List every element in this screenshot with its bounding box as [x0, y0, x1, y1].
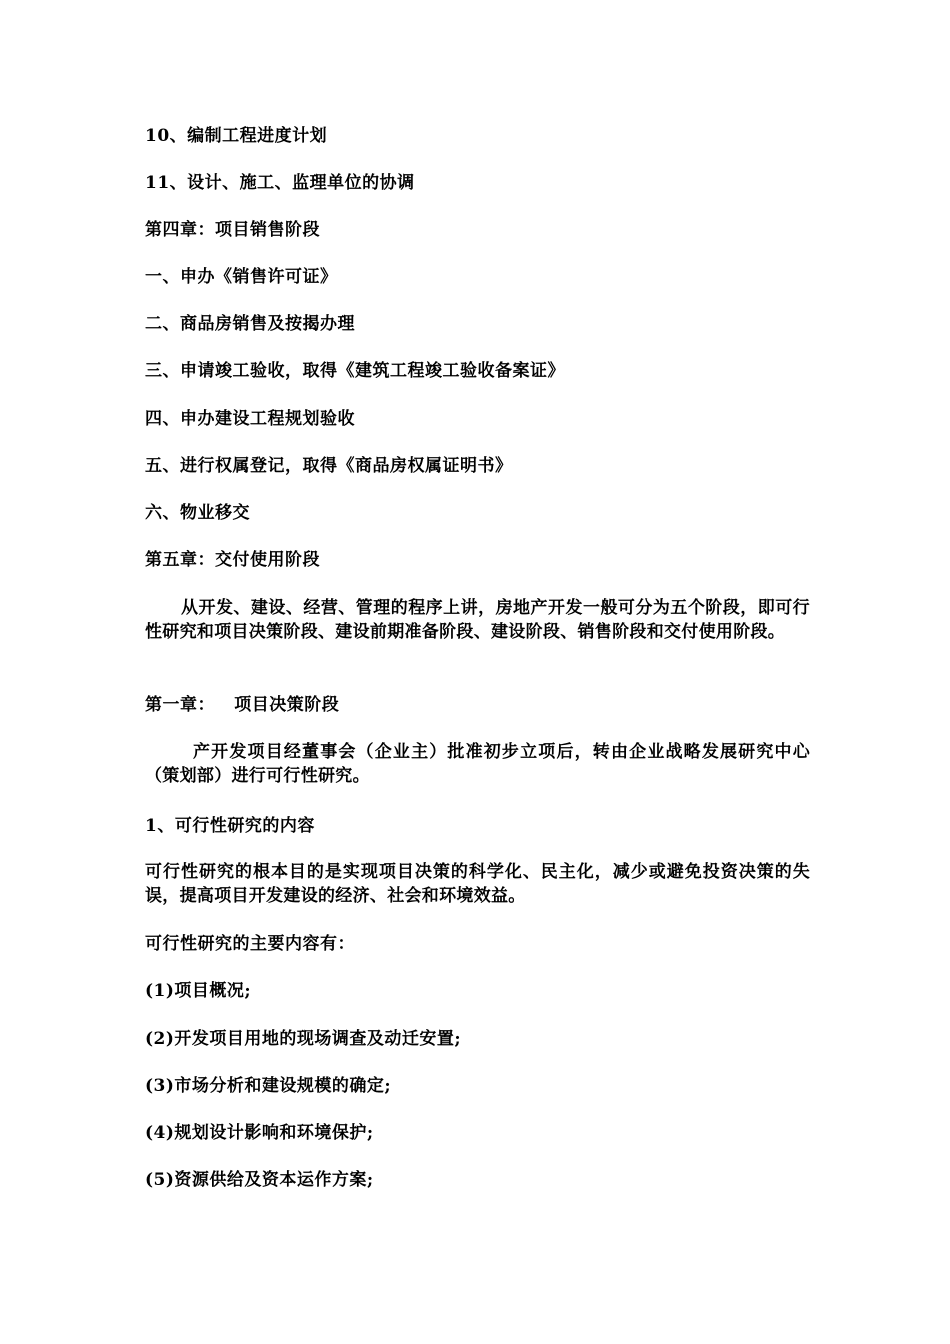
- purpose-paragraph: 可行性研究的根本目的是实现项目决策的科学化、民主化，减少或避免投资决策的失误，提高项目开发建设的经济、社会和环境效益。: [145, 862, 810, 906]
- outline-item-10: 10、编制工程进度计划: [145, 126, 328, 146]
- outline-item-11: 11、设计、施工、监理单位的协调: [145, 173, 415, 193]
- content-item-2: (2)开发项目用地的现场调查及动迁安置;: [145, 1029, 462, 1049]
- outline-item-three: 三、申请竣工验收，取得《建筑工程竣工验收备案证》: [145, 361, 565, 381]
- outline-item-one: 一、申办《销售许可证》: [145, 267, 338, 287]
- main-contents-heading: 可行性研究的主要内容有：: [145, 934, 355, 954]
- outline-item-two: 二、商品房销售及按揭办理: [145, 314, 355, 334]
- outline-item-five: 五、进行权属登记，取得《商品房权属证明书》: [145, 456, 513, 476]
- section-one-heading: 1、可行性研究的内容: [145, 816, 315, 836]
- content-item-4: (4)规划设计影响和环境保护;: [145, 1123, 374, 1143]
- content-item-3: (3)市场分析和建设规模的确定;: [145, 1076, 392, 1096]
- outline-item-four: 四、申办建设工程规划验收: [145, 409, 355, 429]
- chapter-one-heading: 第一章： 项目决策阶段: [145, 695, 340, 715]
- outline-item-six: 六、物业移交: [145, 503, 250, 523]
- stages-paragraph: 从开发、建设、经营、管理的程序上讲，房地产开发一般可分为五个阶段，即可行性研究和项目决策阶段、建设前期准备阶段、建设阶段、销售阶段和交付使用阶段。: [145, 598, 810, 642]
- content-item-5: (5)资源供给及资本运作方案;: [145, 1170, 374, 1190]
- chapter-four-heading: 第四章：项目销售阶段: [145, 220, 320, 240]
- chapter-five-heading: 第五章：交付使用阶段: [145, 550, 320, 570]
- content-item-1: (1)项目概况;: [145, 981, 252, 1001]
- approval-paragraph: 产开发项目经董事会（企业主）批准初步立项后，转由企业战略发展研究中心（策划部）进行可行性研究。: [145, 742, 810, 786]
